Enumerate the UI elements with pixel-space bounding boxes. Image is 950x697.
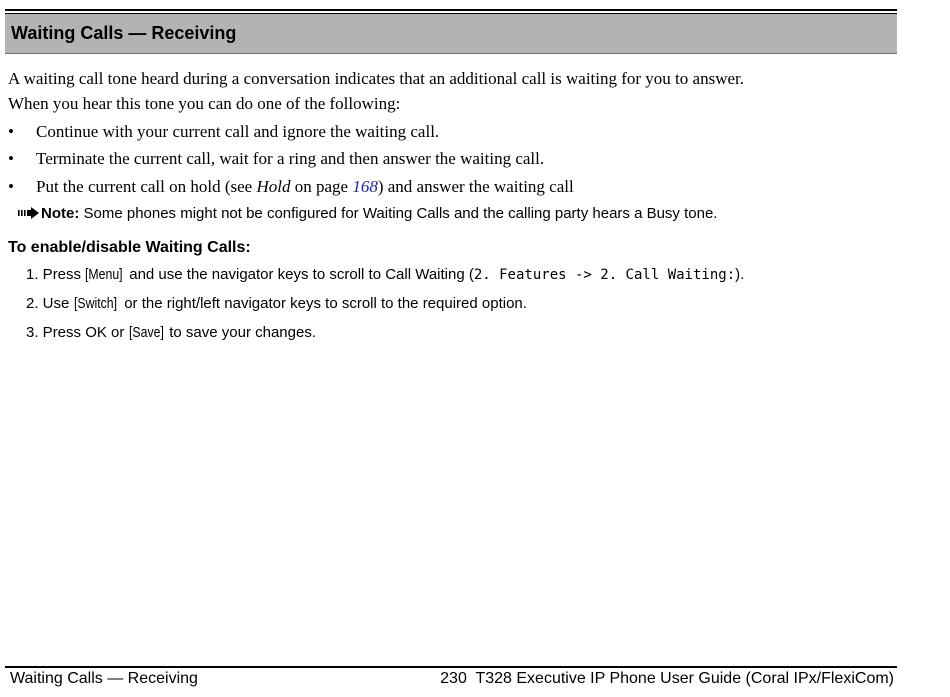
menu-key: [Menu] <box>85 266 123 283</box>
footer-section-title: Waiting Calls — Receiving <box>10 670 198 687</box>
step-1-text: and use the navigator keys to scroll to Call Waiting ( <box>125 266 474 283</box>
intro-line-2: When you hear this tone you can do one of the following: <box>8 94 401 113</box>
note <box>18 205 717 223</box>
footer-rule <box>5 666 897 668</box>
bullet-3-text-before: Put the current call on hold (see <box>36 177 257 196</box>
switch-key: [Switch] <box>73 295 117 312</box>
top-rule <box>5 9 897 11</box>
note-label: Note: <box>41 205 80 222</box>
footer-page-info <box>440 670 894 688</box>
bullet-3 <box>36 177 574 197</box>
step-1-press: Press <box>38 266 86 283</box>
step-3 <box>26 324 316 341</box>
section-title: Waiting Calls — Receiving <box>11 23 237 43</box>
bullet-2-dot: • <box>8 149 14 168</box>
bullet-3-text-mid: on page <box>290 177 353 196</box>
bullet-3-dot: • <box>8 177 14 196</box>
procedure-heading: To enable/disable Waiting Calls: <box>8 239 251 256</box>
bullet-1-text: Continue with your current call and ignore the waiting call. <box>36 122 440 141</box>
bullet-2-text: Terminate the current call, wait for a ring and then answer the waiting call. <box>36 149 545 168</box>
step-3-press: Press OK or <box>38 324 129 341</box>
step-1 <box>26 266 744 283</box>
intro-line-1: A waiting call tone heard during a conversation indicates that an additional call is waiting for you to answer. <box>8 69 744 88</box>
step-3-text: to save your changes. <box>165 324 317 341</box>
step-2-text: or the right/left navigator keys to scroll to the required option. <box>120 295 527 312</box>
bullet-3-text-after: ) and answer the waiting call <box>377 177 574 196</box>
step-2-use: Use <box>38 295 74 312</box>
save-key: [Save] <box>128 324 164 341</box>
note-text: Some phones might not be configured for Waiting Calls and the calling party hears a Busy tone. <box>79 205 718 222</box>
note-arrow-icon <box>18 206 41 223</box>
step-2-number: 2. <box>26 295 39 312</box>
footer-page-number: 230 <box>440 670 467 687</box>
footer-guide-title: T328 Executive IP Phone User Guide (Coral IPx/FlexiCom) <box>475 670 894 687</box>
bullet-1-dot: • <box>8 122 14 141</box>
step-1-end: ). <box>735 266 745 283</box>
page-168-link[interactable]: 168 <box>352 177 378 196</box>
step-2 <box>26 295 527 312</box>
section-heading-bar <box>5 14 897 54</box>
step-1-number: 1. <box>26 266 39 283</box>
step-3-number: 3. <box>26 324 39 341</box>
step-1-menu-path: 2. Features -> 2. Call Waiting: <box>473 267 736 283</box>
hold-reference: Hold <box>256 177 291 196</box>
